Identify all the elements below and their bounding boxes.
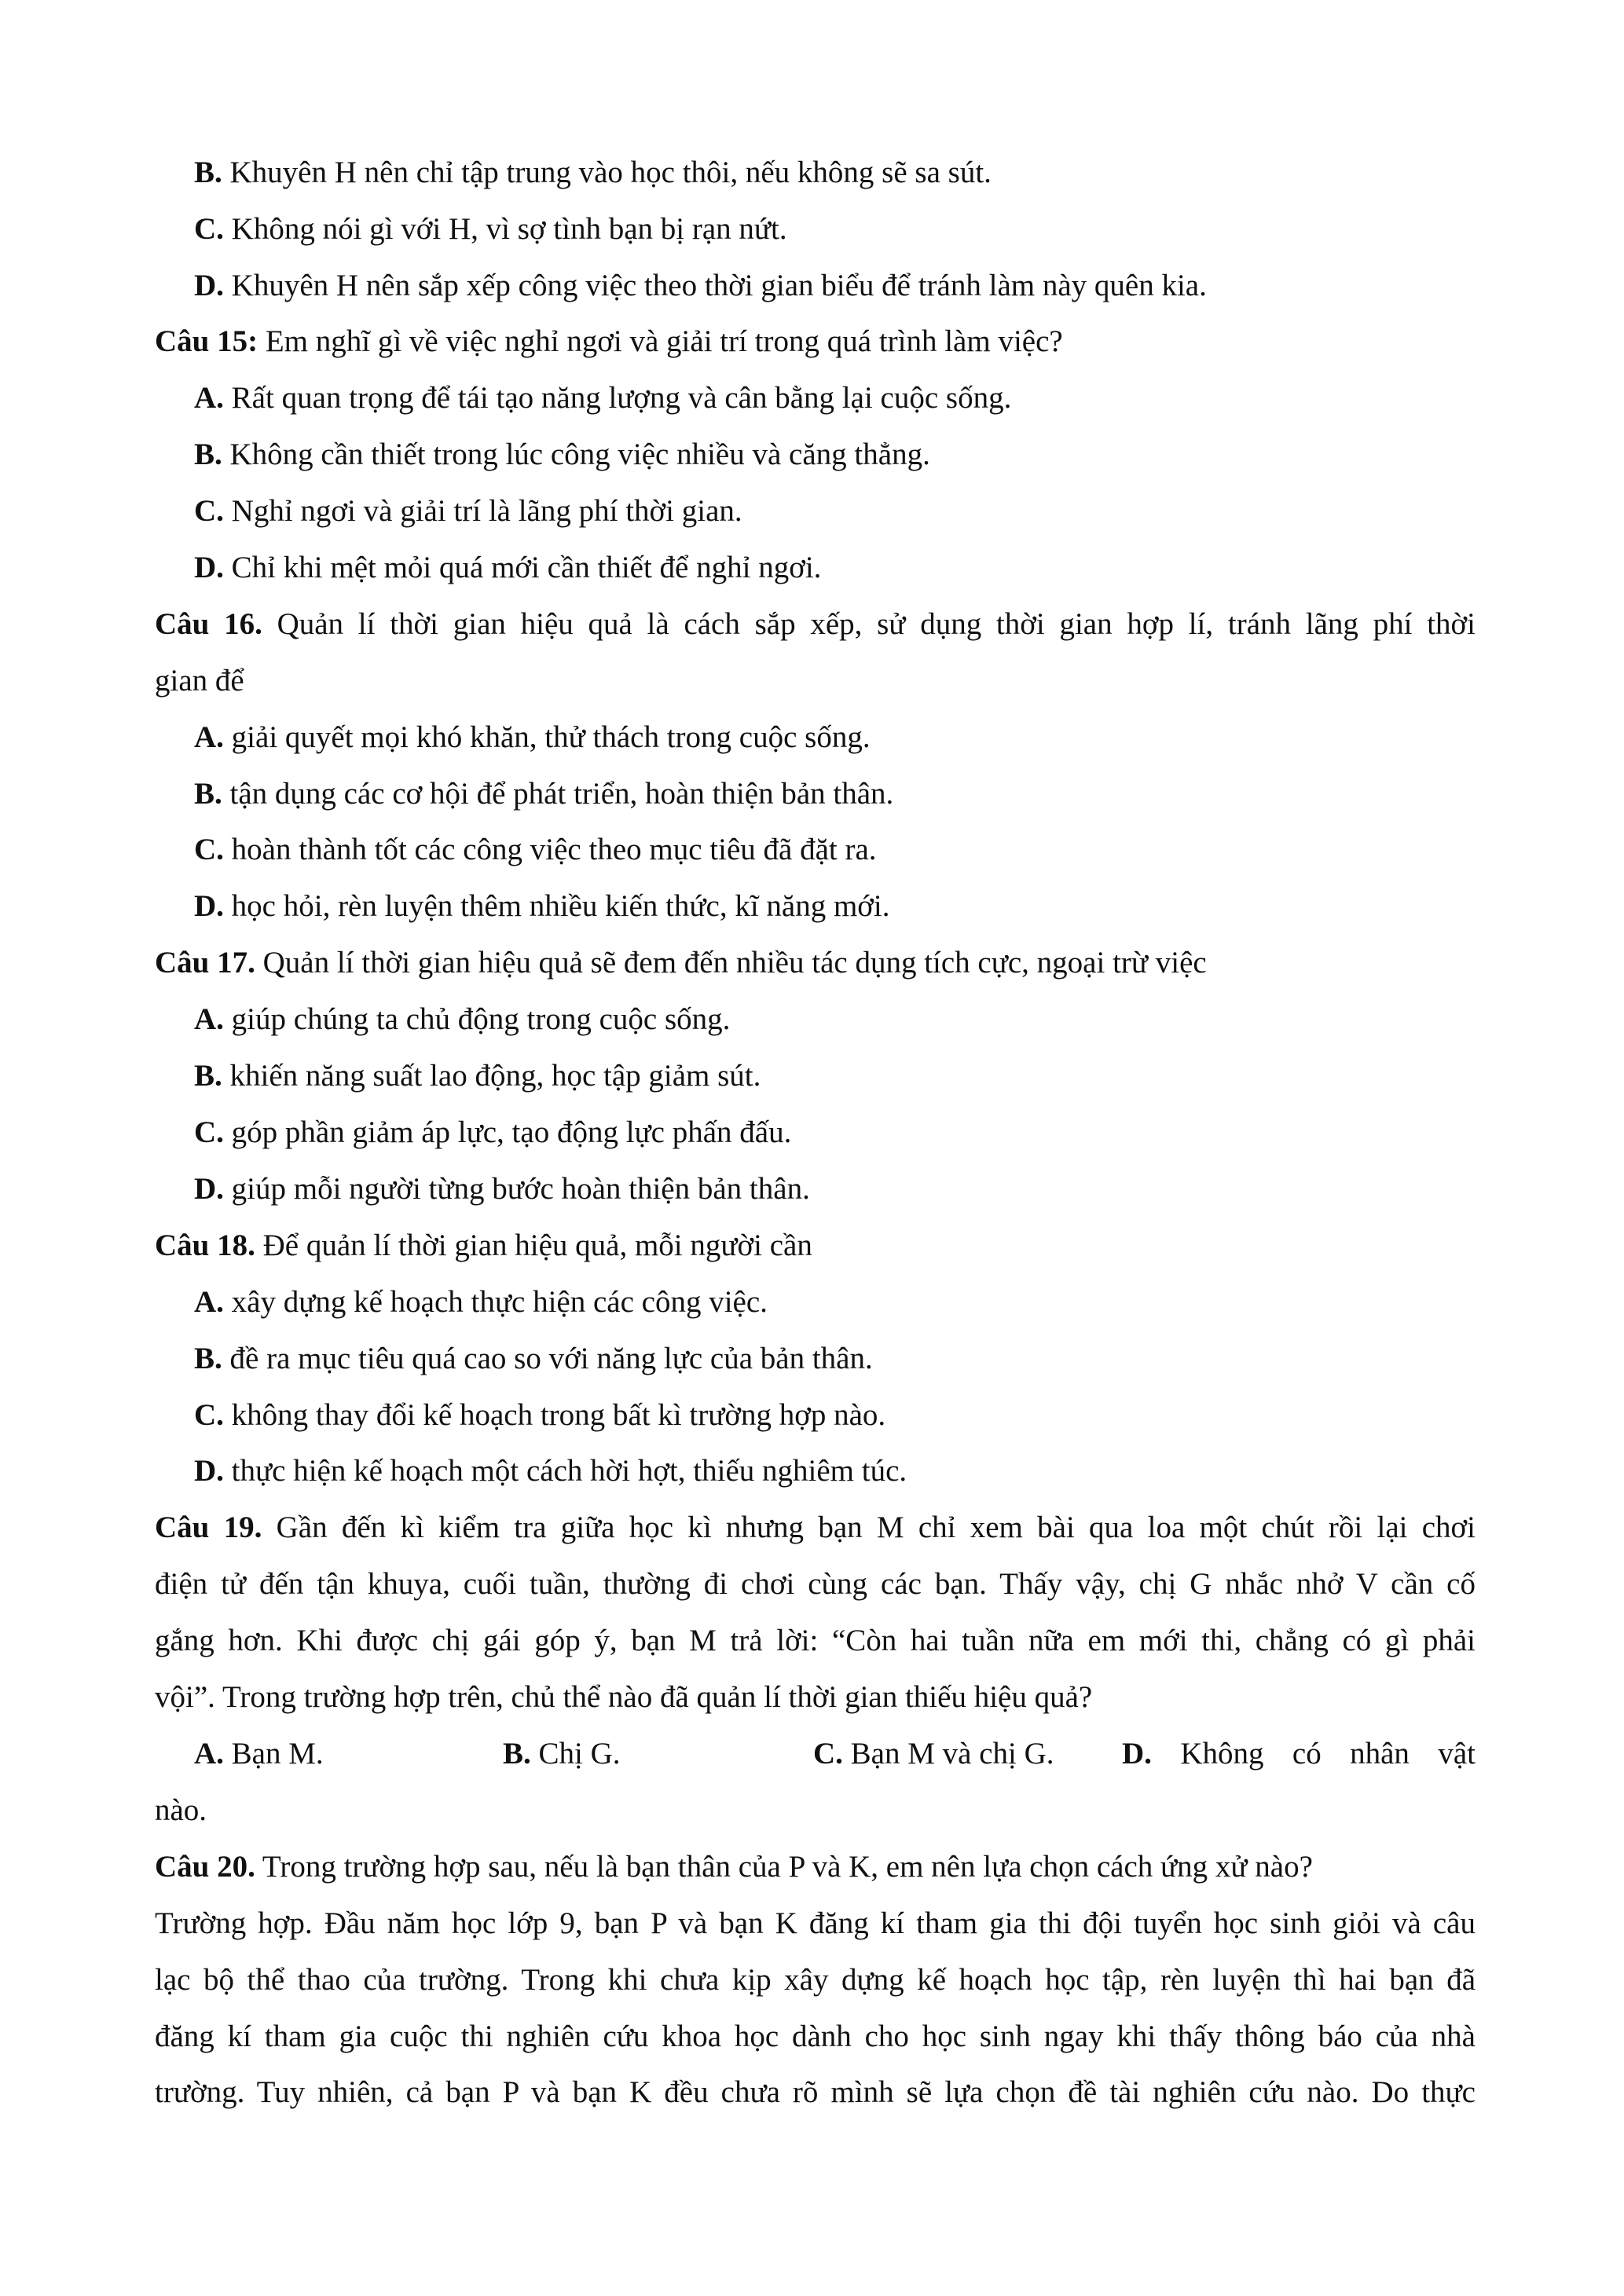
q18-option-b: B. đề ra mục tiêu quá cao so với năng lực của bản thân. (194, 1342, 873, 1375)
q17-option-c: C. góp phần giảm áp lực, tạo động lực phấn đấu. (194, 1115, 792, 1149)
q15-question: Câu 15: Em nghĩ gì về việc nghỉ ngơi và giải trí trong quá trình làm việc? (155, 324, 1063, 358)
q14-option-d: D. Khuyên H nên sắp xếp công việc theo thời gian biểu để tránh làm này quên kia. (194, 269, 1207, 302)
q19-question-cont-3: vội”. Trong trường hợp trên, chủ thể nào đã quản lí thời gian thiếu hiệu quả? (155, 1680, 1093, 1714)
q18-option-a: A. xây dựng kế hoạch thực hiện các công việc. (194, 1285, 768, 1319)
q16-option-c: C. hoàn thành tốt các công việc theo mục tiêu đã đặt ra. (194, 833, 877, 866)
q20-case-line-4: trường. Tuy nhiên, cả bạn P và bạn K đều chưa rõ mình sẽ lựa chọn đề tài nghiên cứu nào. Do thực (155, 2075, 1476, 2109)
q17-option-b: B. khiến năng suất lao động, học tập giảm sút. (194, 1059, 761, 1093)
q17-option-d: D. giúp mỗi người từng bước hoàn thiện bản thân. (194, 1172, 810, 1206)
q18-option-d: D. thực hiện kế hoạch một cách hời hợt, thiếu nghiêm túc. (194, 1454, 907, 1488)
q20-question: Câu 20. Trong trường hợp sau, nếu là bạn thân của P và K, em nên lựa chọn cách ứng xử nào? (155, 1850, 1313, 1884)
q15-option-d: D. Chỉ khi mệt mỏi quá mới cần thiết để nghỉ ngơi. (194, 551, 822, 584)
q18-option-c: C. không thay đổi kế hoạch trong bất kì trường hợp nào. (194, 1398, 886, 1432)
q16-option-b: B. tận dụng các cơ hội để phát triển, hoàn thiện bản thân. (194, 777, 894, 811)
q17-option-a: A. giúp chúng ta chủ động trong cuộc sống. (194, 1002, 731, 1036)
q16-option-a: A. giải quyết mọi khó khăn, thử thách trong cuộc sống. (194, 720, 871, 754)
q19-option-d: D. Không có nhân vật (1122, 1737, 1476, 1771)
q20-case-line-1: Trường hợp. Đầu năm học lớp 9, bạn P và bạn K đăng kí tham gia thi đội tuyển học sinh giỏi và câu (155, 1906, 1476, 1940)
q16-question-cont: gian để (155, 664, 244, 698)
q19-option-a: A. Bạn M. (194, 1737, 324, 1771)
q19-option-d-cont: nào. (155, 1793, 207, 1827)
q19-option-c: C. Bạn M và chị G. (813, 1737, 1054, 1771)
q15-option-a: A. Rất quan trọng để tái tạo năng lượng và cân bằng lại cuộc sống. (194, 381, 1012, 415)
q14-option-c: C. Không nói gì với H, vì sợ tình bạn bị rạn nứt. (194, 212, 787, 246)
q15-option-c: C. Nghỉ ngơi và giải trí là lãng phí thời gian. (194, 494, 742, 528)
q19-question: Câu 19. Gần đến kì kiểm tra giữa học kì nhưng bạn M chỉ xem bài qua loa một chút rồi lại chơi (155, 1511, 1476, 1544)
q16-question: Câu 16. Quản lí thời gian hiệu quả là cách sắp xếp, sử dụng thời gian hợp lí, tránh lãng phí thời (155, 607, 1476, 641)
q19-question-cont-2: gắng hơn. Khi được chị gái góp ý, bạn M trả lời: “Còn hai tuần nữa em mới thi, chẳng có gì phải (155, 1624, 1476, 1657)
q18-question: Câu 18. Để quản lí thời gian hiệu quả, mỗi người cần (155, 1229, 812, 1262)
q20-case-line-2: lạc bộ thể thao của trường. Trong khi chưa kịp xây dựng kế hoạch học tập, rèn luyện thì hai bạn đã (155, 1963, 1476, 1997)
q20-case-line-3: đăng kí tham gia cuộc thi nghiên cứu khoa học dành cho học sinh ngay khi thấy thông báo của nhà (155, 2020, 1476, 2053)
q16-option-d: D. học hỏi, rèn luyện thêm nhiều kiến thức, kĩ năng mới. (194, 889, 890, 923)
q19-option-b: B. Chị G. (503, 1737, 621, 1771)
q19-question-cont-1: điện tử đến tận khuya, cuối tuần, thường đi chơi cùng các bạn. Thấy vậy, chị G nhắc nhở V cần cố (155, 1567, 1476, 1601)
q15-option-b: B. Không cần thiết trong lúc công việc nhiều và căng thẳng. (194, 438, 930, 471)
q17-question: Câu 17. Quản lí thời gian hiệu quả sẽ đem đến nhiều tác dụng tích cực, ngoại trừ việc (155, 946, 1207, 980)
q14-option-b: B. Khuyên H nên chỉ tập trung vào học thôi, nếu không sẽ sa sút. (194, 156, 992, 189)
